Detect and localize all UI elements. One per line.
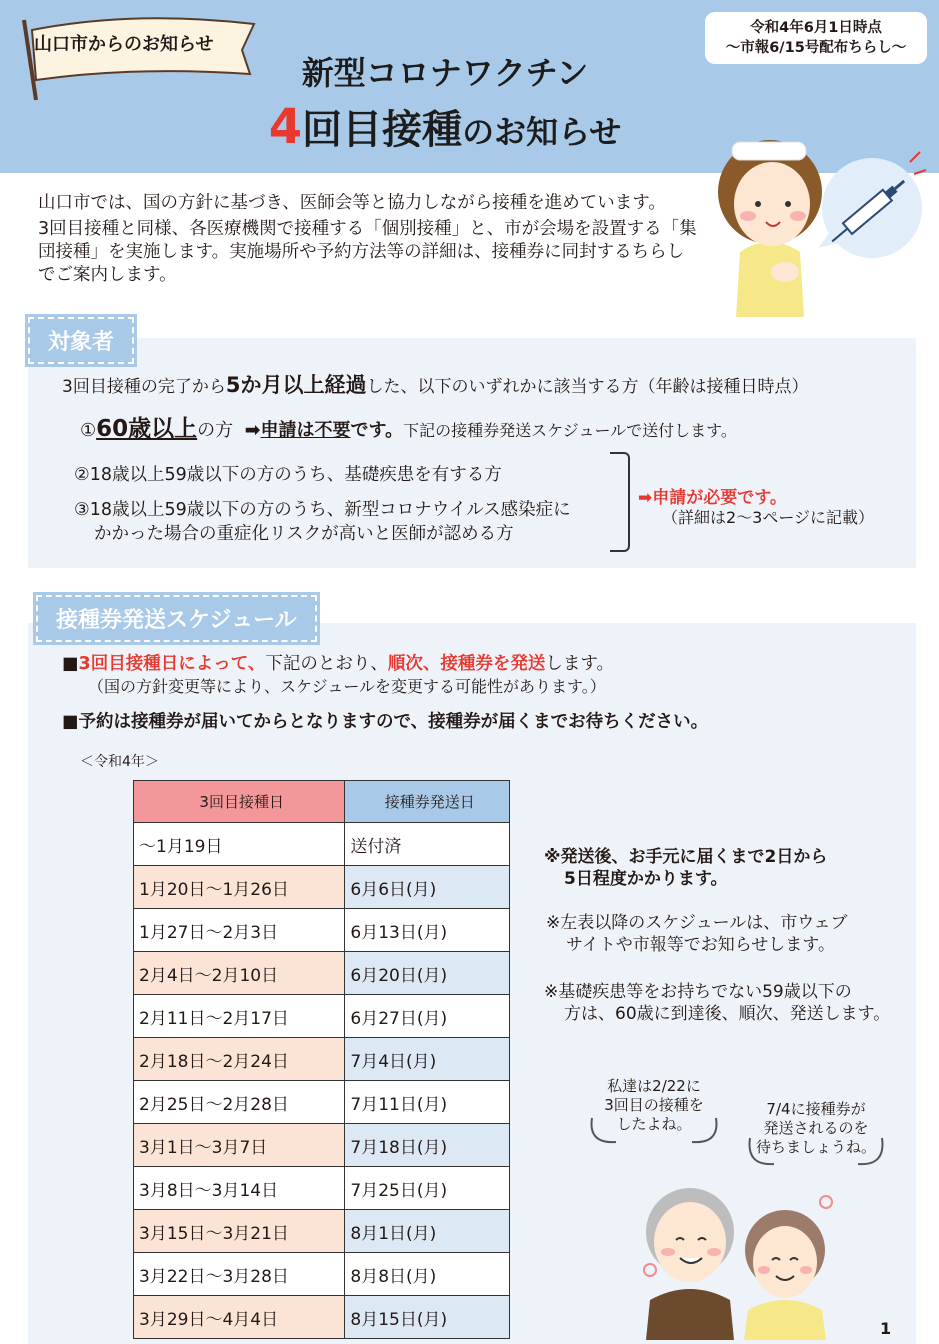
bubble-right-line-1: 7/4に接種券が [766,1100,866,1118]
schedule-line-2: ■予約は接種券が届いてからとなりますので、接種券が届くまでお待ちください。 [62,712,709,732]
send-date-cell: 7月25日(月) [345,1167,510,1210]
bubble-right-line-2: 発送されるのを [763,1119,869,1137]
column-header-ticket-send-date: 接種券発送日 [345,781,510,823]
date-line-2: ～市報6/15号配布ちらし～ [725,40,907,56]
bubble-left-line-3: したよね。 [616,1115,692,1133]
dose-date-cell: 3月29日～4月4日 [134,1296,345,1339]
dose-date-cell: 2月18日～2月24日 [134,1038,345,1081]
send-date-cell: 8月8日(月) [345,1253,510,1296]
schedule-line-1-d: 順次、接種券を発送 [387,654,546,674]
arrow-right-icon: ➡ [244,419,261,441]
nurse-illustration-icon [700,112,930,317]
table-row [134,1081,510,1124]
table-header-row [134,781,510,823]
send-date-cell: 7月18日(月) [345,1124,510,1167]
dose-date-cell: 3月8日～3月14日 [134,1167,345,1210]
page-number: 1 [880,1319,892,1338]
title-main: 回目接種 [302,107,463,153]
speech-bubble-right [748,1100,884,1157]
dose-date-cell: 3月1日～3月7日 [134,1124,345,1167]
send-date-cell: 送付済 [345,823,510,866]
column-header-3rd-dose-date: 3回目接種日 [134,781,345,823]
dose-date-cell: 2月25日～2月28日 [134,1081,345,1124]
target-lead-b: 5か月以上経過 [225,373,367,397]
send-date-cell: 7月4日(月) [345,1038,510,1081]
table-row [134,952,510,995]
item1-note: 下記の接種券発送スケジュールで送付します。 [403,421,737,440]
banner-label: 山口市からのお知らせ [34,34,214,55]
note-3-line-2: 方は、60歳に到達後、順次、発送します。 [564,1004,891,1024]
target-item-1 [80,410,737,443]
table-row [134,909,510,952]
schedule-table [133,780,510,1339]
schedule-line-1 [62,650,614,675]
bubble-left-line-2: 3回目の接種を [604,1096,704,1114]
target-lead [62,369,808,399]
bracket-icon [610,452,630,552]
table-row [134,1210,510,1253]
dose-date-cell: 3月15日～3月21日 [134,1210,345,1253]
dose-date-cell: 2月4日～2月10日 [134,952,345,995]
application-required-note: （詳細は2～3ページに記載） [662,508,875,527]
table-row [134,1253,510,1296]
send-date-cell: 8月15日(月) [345,1296,510,1339]
target-heading: 対象者 [28,317,134,364]
target-item-3 [74,498,571,546]
table-row [134,1124,510,1167]
dose-date-cell: 1月20日～1月26日 [134,866,345,909]
target-item-2: ②18歳以上59歳以下の方のうち、基礎疾患を有する方 [74,465,502,485]
send-date-cell: 7月11日(月) [345,1081,510,1124]
item1-after: です。 [350,420,404,441]
title-number: 4 [268,99,303,155]
dose-date-cell: 1月27日～2月3日 [134,909,345,952]
bubble-right-line-3: 待ちましょうね。 [755,1138,876,1156]
table-row [134,995,510,1038]
item3-line-1: ③18歳以上59歳以下の方のうち、新型コロナウイルス感染症に [74,500,571,520]
dose-date-cell: ～1月19日 [134,823,345,866]
send-date-cell: 6月20日(月) [345,952,510,995]
title-line-1: 新型コロナワクチン [301,54,589,92]
schedule-line-1-sub: （国の方針変更等により、スケジュールを変更する可能性があります。） [88,677,606,696]
era-label: ＜令和4年＞ [80,754,159,770]
bubble-left-line-1: 私達は2/22に [607,1077,701,1095]
table-row [134,1167,510,1210]
schedule-line-1-b: 3回目接種日によって、 [78,654,266,674]
date-line-1: 令和4年6月1日時点 [750,20,882,36]
item1-tail: の方 [197,420,234,441]
target-lead-a: 3回目接種の完了から [62,377,226,397]
dose-date-cell: 2月11日～2月17日 [134,995,345,1038]
table-row [134,823,510,866]
table-row [134,866,510,909]
item3-line-2: かかった場合の重症化リスクが高いと医師が認める方 [94,524,514,544]
application-required: ➡申請が必要です。 [638,488,787,508]
send-date-cell: 6月13日(月) [345,909,510,952]
send-date-cell: 6月27日(月) [345,995,510,1038]
item1-no-application: 申請は不要 [260,420,351,441]
elderly-couple-illustration-icon [630,1150,860,1340]
note-3 [544,981,890,1025]
intro-text [38,192,698,290]
note-3-line-1: ※基礎疾患等をお持ちでない59歳以下の [544,982,852,1002]
send-date-cell: 8月1日(月) [345,1210,510,1253]
schedule-heading: 接種券発送スケジュール [36,595,317,642]
note-1 [544,846,827,890]
note-1-line-2: 5日程度かかります。 [564,869,728,889]
note-2 [546,912,848,956]
note-1-line-1: ※発送後、お手元に届くまで2日から [544,847,828,867]
speech-bubble-left [590,1077,718,1134]
title-tail: のお知らせ [462,113,622,151]
send-date-cell: 6月6日(月) [345,866,510,909]
table-row [134,1038,510,1081]
schedule-line-1-c: 下記のとおり、 [265,654,388,674]
square-bullet-icon: ■ [62,654,79,674]
dose-date-cell: 3月22日～3月28日 [134,1253,345,1296]
schedule-line-1-e: します。 [545,654,614,674]
item1-age: 60歳以上 [96,416,198,442]
intro-paragraph-2: 3回目接種と同様、各医療機関で接種する「個別接種」と、市が会場を設置する「集団接種」を実施します。実施場所や予約方法等の詳細は、接種券に同封するちらしでご案内します。 [38,219,697,285]
item1-num: ① [80,420,97,441]
table-row [134,1296,510,1339]
note-2-line-2: サイトや市報等でお知らせします。 [566,935,835,955]
target-lead-c: した、以下のいずれかに該当する方（年齢は接種日時点） [366,377,809,397]
intro-paragraph-1: 山口市では、国の方針に基づき、医師会等と協力しながら接種を進めています。 [38,193,666,213]
note-2-line-1: ※左表以降のスケジュールは、市ウェブ [546,913,848,933]
